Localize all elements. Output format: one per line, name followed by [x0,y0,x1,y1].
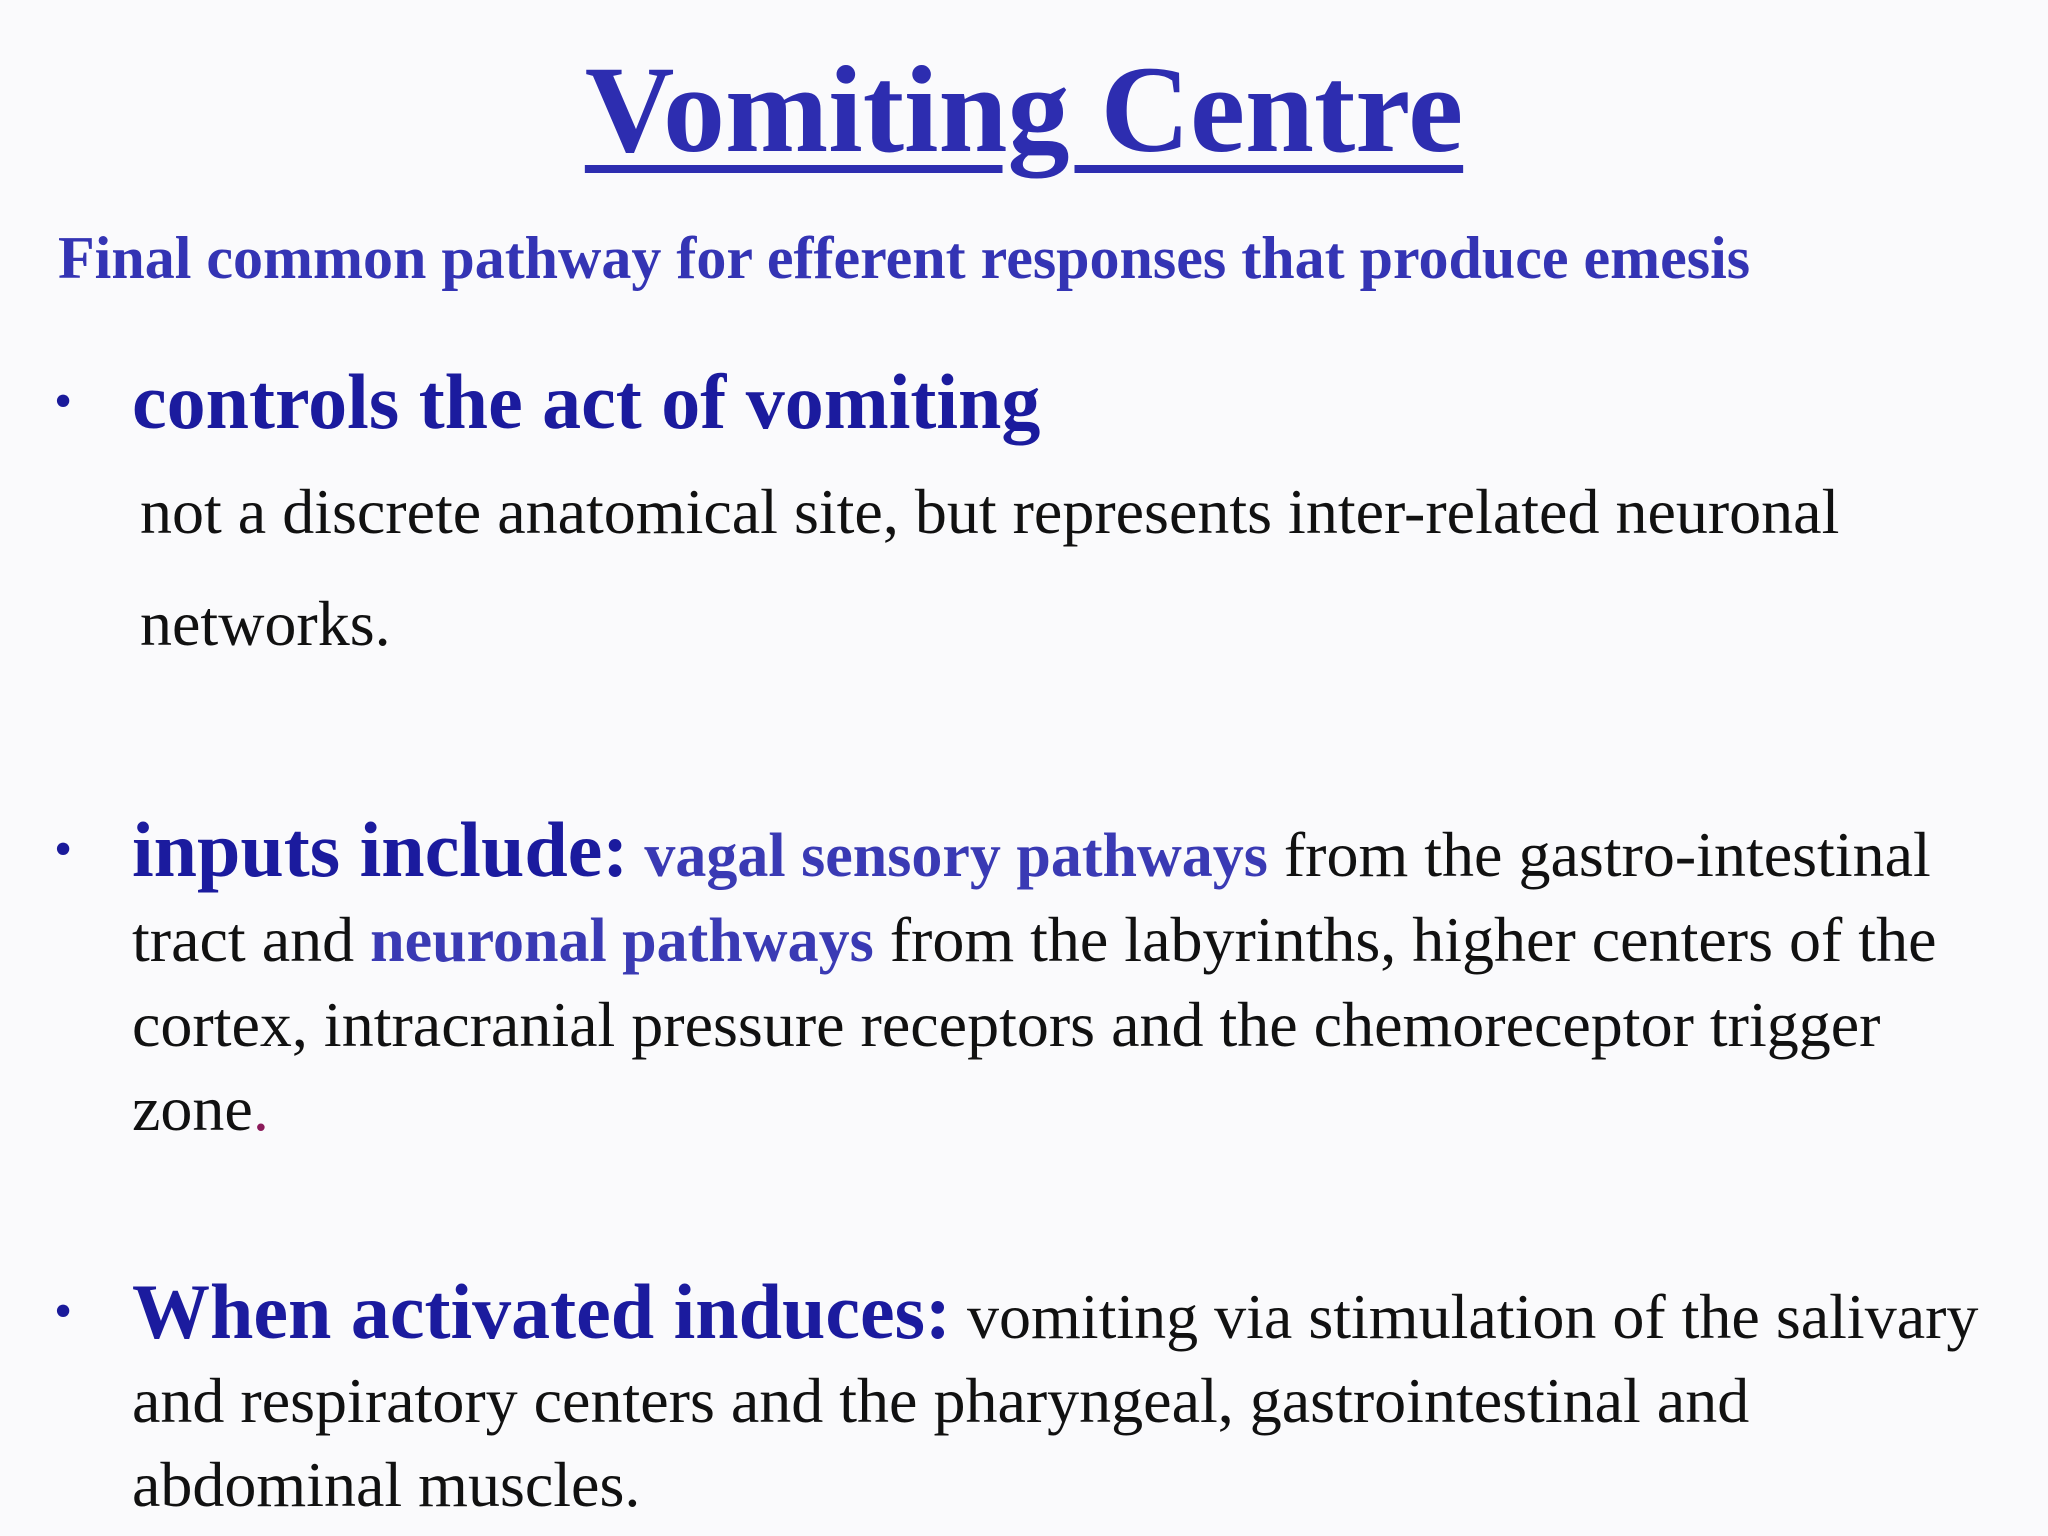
slide-subtitle: Final common pathway for efferent responses that produce emesis [58,225,1751,291]
item-1-lead: controls the act of vomiting [132,358,1041,445]
item-2-period: . [252,1073,269,1144]
item-1-note: not a discrete anatomical site, but represents inter-related neuronal networks. [140,476,1840,659]
bullet-1: • [54,373,73,430]
item-2-highlight-vagal: vagal sensory pathways [644,822,1268,890]
item-1-heading [132,360,2012,449]
item-3-paragraph [132,1270,2012,1527]
item-3-text: vomiting via stimulation of the salivary and respiratory centers and the pharyngeal, gastrointestinal and abdominal muscles. [132,1281,1979,1520]
slide-title: Vomiting Centre [584,41,1464,178]
bullet-3: • [54,1283,73,1340]
item-2-lead: inputs include: [132,806,629,893]
item-2-paragraph [132,808,2012,1151]
bullet-2: • [54,821,73,878]
item-2-text-1: from the gastro-intestinal tract and [132,819,1931,975]
item-2-highlight-neuronal: neuronal pathways [370,907,874,975]
item-3-lead: When activated induces: [132,1268,951,1355]
item-2-text-2: from the labyrinths, higher centers of the cortex, intracranial pressure receptors and the chemoreceptor trigger zone [132,904,1937,1144]
